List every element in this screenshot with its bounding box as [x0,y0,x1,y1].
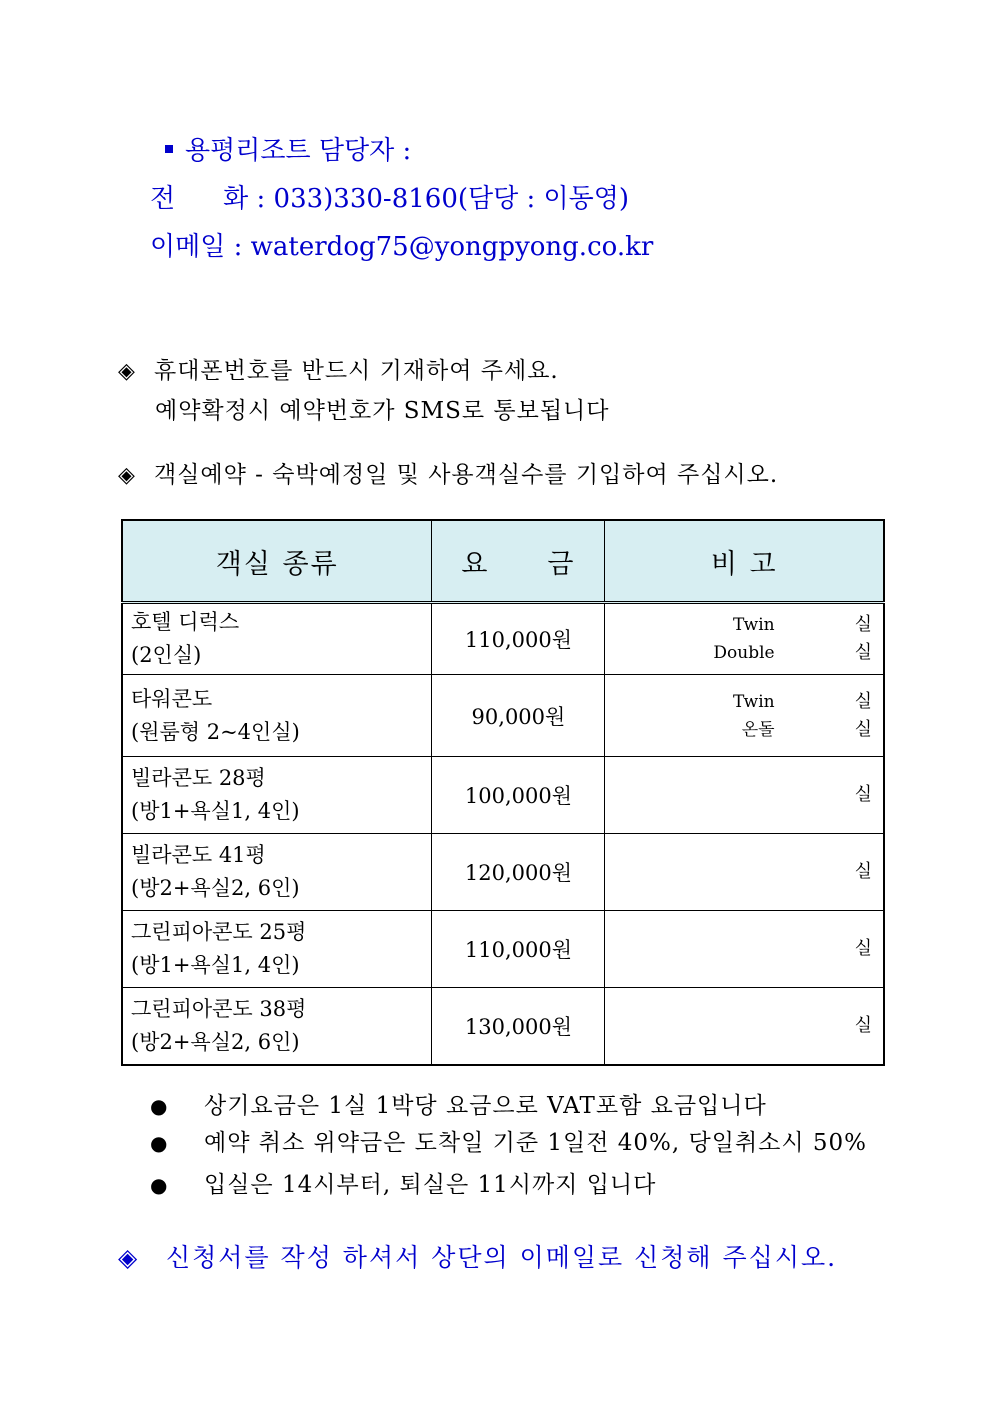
table-row [122,603,884,675]
room-price-cell: 110,000원 [432,911,605,988]
bullet-note: ● 입실은 14시부터, 퇴실은 11시까지 입니다 [150,1172,657,1198]
notice-mobile-sub: 예약확정시 예약번호가 SMS로 통보됩니다 [155,398,610,424]
table-header-row [122,520,884,603]
room-price-cell: 100,000원 [432,757,605,834]
diamond-bullet-icon: ◈ [118,359,136,384]
email-value[interactable]: : waterdog75@yongpyong.co.kr [233,232,654,262]
dot-bullet-icon: ● [150,1094,169,1118]
table-row [122,911,884,988]
room-type-cell: 호텔 디럭스 (2인실) [122,603,432,675]
room-note-cell: 실 [605,911,884,988]
room-note-cell: 실 [605,988,884,1065]
final-notice: ◈ 신청서를 작성 하셔서 상단의 이메일로 신청해 주십시오. [118,1243,838,1272]
notice-reservation: ◈ 객실예약 - 숙박예정일 및 사용객실수를 기입하여 주십시오. [118,462,779,488]
dot-bullet-icon: ● [150,1173,169,1197]
room-type-cell: 빌라콘도 41평 (방2+욕실2, 6인) [122,834,432,911]
notice-mobile: ◈ 휴대폰번호를 반드시 기재하여 주세요. [118,358,559,384]
room-type-cell: 그린피아콘도 38평 (방2+욕실2, 6인) [122,988,432,1065]
table-row [122,834,884,911]
room-rate-table [121,519,885,1066]
table-row [122,988,884,1065]
phone-value: : 033)330-8160(담당 : 이동영) [256,184,630,214]
room-note-cell: 실 [605,834,884,911]
header-price: 요 금 [432,520,605,603]
room-type-cell: 타워콘도 (원룸형 2~4인실) [122,675,432,757]
room-price-cell: 110,000원 [432,603,605,675]
contact-phone: 전 화 : 033)330-8160(담당 : 이동영) [150,184,630,214]
table-row [122,675,884,757]
dot-bullet-icon: ● [150,1131,169,1155]
room-type-cell: 그린피아콘도 25평 (방1+욕실1, 4인) [122,911,432,988]
room-price-cell: 120,000원 [432,834,605,911]
contact-email: 이메일 : waterdog75@yongpyong.co.kr [150,232,654,262]
room-price-cell: 130,000원 [432,988,605,1065]
room-note-cell: 실 [605,757,884,834]
diamond-bullet-icon: ◈ [118,1243,140,1272]
table-row [122,757,884,834]
diamond-bullet-icon: ◈ [118,463,136,488]
square-bullet-icon [165,145,173,153]
bullet-note: ● 예약 취소 위약금은 도착일 기준 1일전 40%, 당일취소시 50% [150,1130,868,1156]
bullet-note: ● 상기요금은 1실 1박당 요금으로 VAT포함 요금입니다 [150,1093,767,1119]
header-room-type: 객실 종류 [122,520,432,603]
room-note-cell: Twin 실 Double 실 [605,603,884,675]
contact-heading: 용평리조트 담당자 : [165,130,411,167]
room-type-cell: 빌라콘도 28평 (방1+욕실1, 4인) [122,757,432,834]
room-note-cell: Twin 실 온돌 실 [605,675,884,757]
room-price-cell: 90,000원 [432,675,605,757]
header-note: 비 고 [605,520,884,603]
